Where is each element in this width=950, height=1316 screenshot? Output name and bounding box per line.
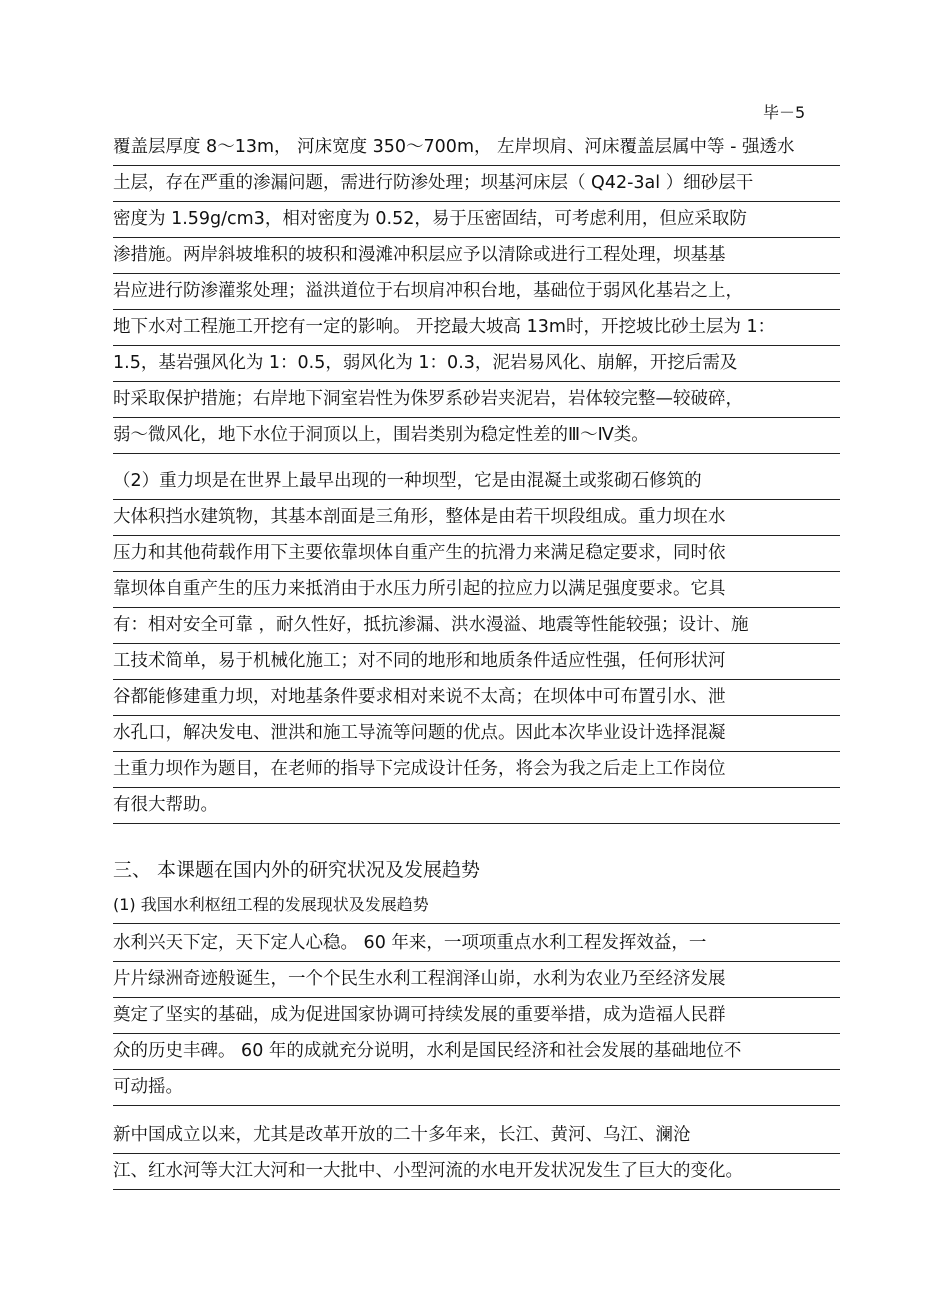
paragraph-line: 岩应进行防渗灌浆处理；溢洪道位于右坝肩冲积台地，基础位于弱风化基岩之上， (113, 274, 840, 310)
paragraph-line: 水孔口，解决发电、泄洪和施工导流等问题的优点。因此本次毕业设计选择混凝 (113, 716, 840, 752)
paragraph-line: 弱～微风化，地下水位于洞顶以上，围岩类别为稳定性差的Ⅲ～Ⅳ类。 (113, 418, 840, 454)
paragraph-line: 可动摇。 (113, 1070, 840, 1106)
paragraph-line: 渗措施。两岸斜坡堆积的坡积和漫滩冲积层应予以清除或进行工程处理，坝基基 (113, 238, 840, 274)
paragraph-line: 大体积挡水建筑物，其基本剖面是三角形，整体是由若干坝段组成。重力坝在水 (113, 500, 840, 536)
paragraph-line: 谷都能修建重力坝，对地基条件要求相对来说不太高；在坝体中可布置引水、泄 (113, 680, 840, 716)
paragraph-line: 江、红水河等大江大河和一大批中、小型河流的水电开发状况发生了巨大的变化。 (113, 1154, 840, 1190)
paragraph-line: 众的历史丰碑。 60 年的成就充分说明，水利是国民经济和社会发展的基础地位不 (113, 1034, 840, 1070)
paragraph-line: 覆盖层厚度 8～13m， 河床宽度 350～700m， 左岸坝肩、河床覆盖层属中等 - 强透水 (113, 130, 840, 166)
paragraph-line: 水利兴天下定，天下定人心稳。 60 年来，一项项重点水利工程发挥效益，一 (113, 926, 840, 962)
paragraph-line: 时采取保护措施；右岸地下洞室岩性为侏罗系砂岩夹泥岩，岩体较完整—较破碎， (113, 382, 840, 418)
paragraph-line: 压力和其他荷载作用下主要依靠坝体自重产生的抗滑力来满足稳定要求，同时依 (113, 536, 840, 572)
paragraph-line: 奠定了坚实的基础，成为促进国家协调可持续发展的重要举措，成为造福人民群 (113, 998, 840, 1034)
paragraph-line: 密度为 1.59g/cm3，相对密度为 0.52，易于压密固结，可考虑利用，但应采取防 (113, 202, 840, 238)
paragraph-line: 工技术简单，易于机械化施工；对不同的地形和地质条件适应性强，任何形状河 (113, 644, 840, 680)
paragraph-line: 片片绿洲奇迹般诞生，一个个民生水利工程润泽山峁，水利为农业乃至经济发展 (113, 962, 840, 998)
subheading: (1) 我国水利枢纽工程的发展现状及发展趋势 (113, 888, 840, 924)
page-number: 毕－5 (763, 103, 806, 122)
section-heading: 三、 本课题在国内外的研究状况及发展趋势 (113, 859, 481, 881)
paragraph-line: （2）重力坝是在世界上最早出现的一种坝型，它是由混凝土或浆砌石修筑的 (113, 464, 840, 500)
paragraph-line: 靠坝体自重产生的压力来抵消由于水压力所引起的拉应力以满足强度要求。它具 (113, 572, 840, 608)
paragraph-line: 地下水对工程施工开挖有一定的影响。 开挖最大坡高 13m时，开挖坡比砂土层为 1： (113, 310, 840, 346)
paragraph-line: 新中国成立以来，尤其是改革开放的二十多年来，长江、黄河、乌江、澜沧 (113, 1118, 840, 1154)
paragraph-line: 1.5，基岩强风化为 1：0.5，弱风化为 1：0.3，泥岩易风化、崩解，开挖后需及 (113, 346, 840, 382)
paragraph-line: 有：相对安全可靠 ，耐久性好，抵抗渗漏、洪水漫溢、地震等性能较强；设计、施 (113, 608, 840, 644)
paragraph-line: 土重力坝作为题目，在老师的指导下完成设计任务，将会为我之后走上工作岗位 (113, 752, 840, 788)
paragraph-line: 有很大帮助。 (113, 788, 840, 824)
paragraph-line: 土层，存在严重的渗漏问题，需进行防渗处理；坝基河床层（ Q42-3al ）细砂层干 (113, 166, 840, 202)
